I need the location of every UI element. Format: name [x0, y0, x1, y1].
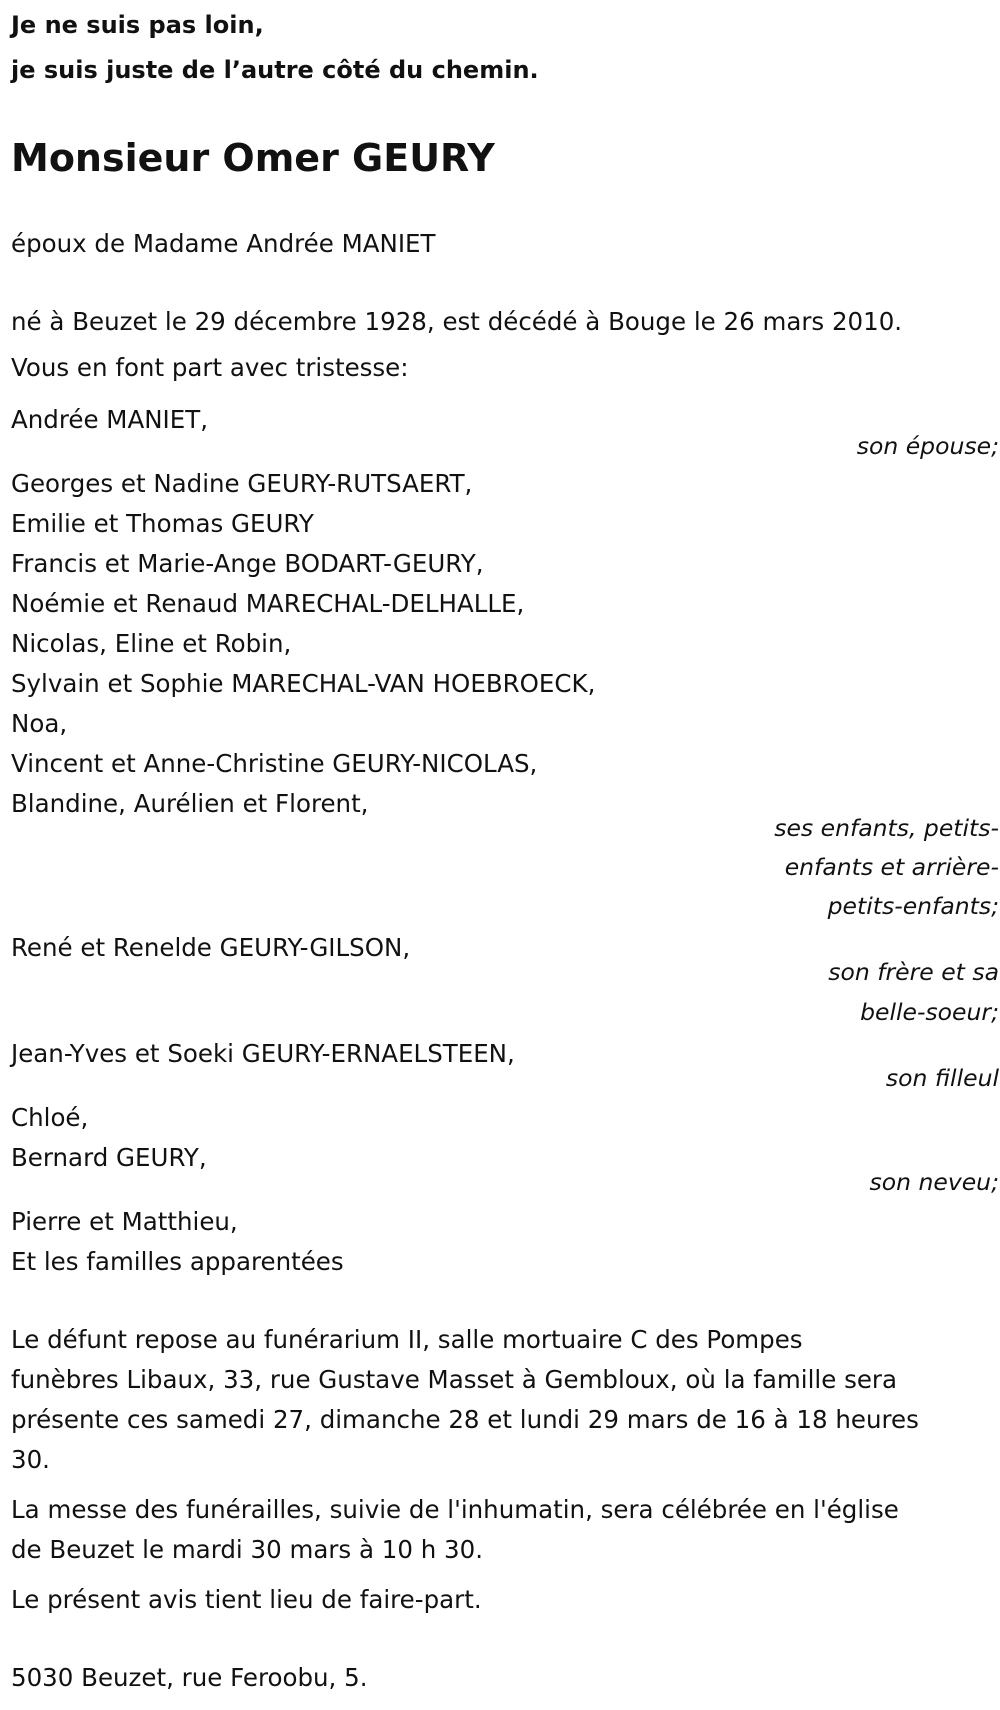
child-line: Sylvain et Sophie MARECHAL-VAN HOEBROECK, [11, 669, 596, 698]
godson-relation: son filleul [885, 1064, 999, 1092]
funerarium-line: Le défunt repose au funérarium II, salle mortuaire C des Pompes [11, 1325, 803, 1354]
notice-line: Le présent avis tient lieu de faire-part. [11, 1585, 482, 1614]
brother-relation: son frère et sa [828, 958, 999, 986]
address-line: 5030 Beuzet, rue Feroobu, 5. [11, 1663, 368, 1692]
spouse-name: Andrée MANIET, [11, 405, 208, 434]
brother-line: René et Renelde GEURY-GILSON, [11, 933, 411, 962]
mass-line: La messe des funérailles, suivie de l'inhumatin, sera célébrée en l'église [11, 1495, 899, 1524]
children-relation: petits-enfants; [827, 892, 999, 920]
mass-line: de Beuzet le mardi 30 mars à 10 h 30. [11, 1535, 483, 1564]
child-line: Noa, [11, 709, 68, 738]
child-line: Emilie et Thomas GEURY [11, 509, 314, 538]
child-line: Vincent et Anne-Christine GEURY-NICOLAS, [11, 749, 538, 778]
nephew-line: Chloé, [11, 1103, 89, 1132]
spouse-relation: son épouse; [856, 432, 999, 460]
quote-line-2: je suis juste de l’autre côté du chemin. [11, 56, 539, 84]
brother-relation: belle-soeur; [860, 998, 999, 1026]
other-family-line: Pierre et Matthieu, [11, 1207, 238, 1236]
birth-death-line: né à Beuzet le 29 décembre 1928, est décédé à Bouge le 26 mars 2010. [11, 307, 903, 336]
nephew-line: Bernard GEURY, [11, 1143, 207, 1172]
children-relation: ses enfants, petits- [774, 814, 999, 842]
child-line: Francis et Marie-Ange BODART-GEURY, [11, 549, 484, 578]
spouse-line: époux de Madame Andrée MANIET [11, 229, 436, 258]
other-family-line: Et les familles apparentées [11, 1247, 344, 1276]
child-line: Blandine, Aurélien et Florent, [11, 789, 369, 818]
nephew-relation: son neveu; [869, 1168, 999, 1196]
child-line: Noémie et Renaud MARECHAL-DELHALLE, [11, 589, 525, 618]
godson-line: Jean-Yves et Soeki GEURY-ERNAELSTEEN, [11, 1039, 515, 1068]
children-relation: enfants et arrière- [784, 853, 999, 881]
funerarium-line: présente ces samedi 27, dimanche 28 et lundi 29 mars de 16 à 18 heures [11, 1405, 919, 1434]
announcement-intro: Vous en font part avec tristesse: [11, 353, 409, 382]
funerarium-line: 30. [11, 1445, 50, 1474]
quote-line-1: Je ne suis pas loin, [11, 11, 264, 39]
child-line: Georges et Nadine GEURY-RUTSAERT, [11, 469, 473, 498]
funerarium-line: funèbres Libaux, 33, rue Gustave Masset à Gembloux, où la famille sera [11, 1365, 898, 1394]
child-line: Nicolas, Eline et Robin, [11, 629, 292, 658]
deceased-name: Monsieur Omer GEURY [11, 136, 495, 180]
